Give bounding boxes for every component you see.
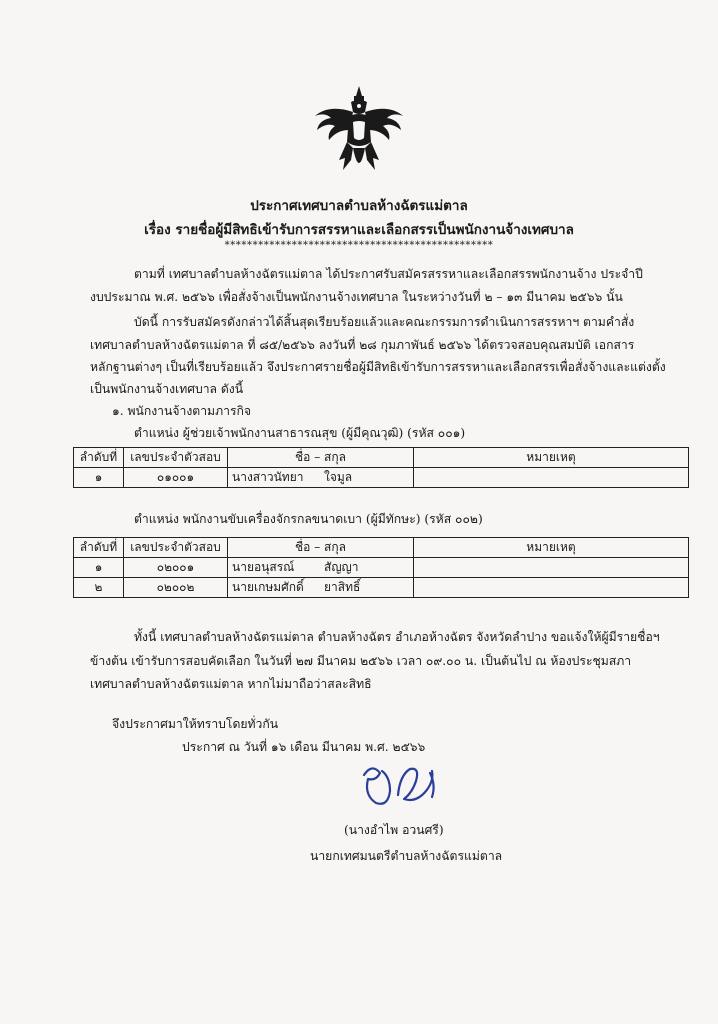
row-order: ๑ xyxy=(74,468,124,488)
column-remark: หมายเหตุ xyxy=(414,448,689,468)
table-row xyxy=(74,578,689,598)
row-remark xyxy=(414,468,689,488)
row-exam-id: ๐๒๐๐๒ xyxy=(124,578,228,598)
first-name: นายเกษมศักดิ์ xyxy=(232,580,304,594)
row-exam-id: ๐๒๐๐๑ xyxy=(124,558,228,578)
last-name: สัญญา xyxy=(324,560,359,574)
announcement-title: ประกาศเทศบาลตำบลห้างฉัตรแม่ตาล xyxy=(250,198,468,214)
last-name: ใจมูล xyxy=(324,470,353,484)
table-row xyxy=(74,558,689,578)
table-header-row xyxy=(74,448,689,468)
paragraph-3-line-1: ทั้งนี้ เทศบาลตำบลห้างฉัตรแม่ตาล ตำบลห้างฉัตร อำเภอห้างฉัตร จังหวัดลำปาง ขอแจ้งให้ผู้มีรายชื่อฯ xyxy=(134,630,660,644)
signer-name: (นางอำไพ อวนศรี) xyxy=(344,823,444,837)
column-remark: หมายเหตุ xyxy=(414,538,689,558)
row-name xyxy=(228,578,414,598)
column-order: ลำดับที่ xyxy=(74,448,124,468)
column-name: ชื่อ – สกุล xyxy=(228,538,414,558)
column-name: ชื่อ – สกุล xyxy=(228,448,414,468)
row-exam-id: ๐๑๐๐๑ xyxy=(124,468,228,488)
row-order: ๑ xyxy=(74,558,124,578)
paragraph-3-line-3: เทศบาลตำบลห้างฉัตรแม่ตาล หากไม่มาถือว่าสละสิทธิ xyxy=(90,677,372,691)
announce-line: จึงประกาศมาให้ทราบโดยทั่วกัน xyxy=(112,717,279,731)
candidates-table-1 xyxy=(73,447,689,488)
candidates-table-2 xyxy=(73,537,689,598)
paragraph-1-line-2: งบประมาณ พ.ศ. ๒๕๖๖ เพื่อสั่งจ้างเป็นพนักงานจ้างเทศบาล ในระหว่างวันที่ ๒ – ๑๓ มีนาคม ๒๕๖๖ นั้น xyxy=(90,290,623,304)
paragraph-2-line-3: หลักฐานต่างๆ เป็นที่เรียบร้อยแล้ว จึงประกาศรายชื่อผู้มีสิทธิเข้ารับการสรรหาและเลือกสรรเพื่อสั่งจ้างและแต่งตั้ง xyxy=(90,360,666,374)
first-name: นายอนุสรณ์ xyxy=(232,560,295,574)
row-order: ๒ xyxy=(74,578,124,598)
position-2-heading: ตำแหน่ง พนักงานขับเครื่องจักรกลขนาดเบา (ผู้มีทักษะ) (รหัส ๐๐๒) xyxy=(134,512,483,526)
announcement-subject: เรื่อง รายชื่อผู้มีสิทธิเข้ารับการสรรหาและเลือกสรรเป็นพนักงานจ้างเทศบาล xyxy=(144,222,574,238)
row-name xyxy=(228,558,414,578)
first-name: นางสาวนัทยา xyxy=(232,470,304,484)
paragraph-2-line-4: เป็นพนักงานจ้างเทศบาล ดังนี้ xyxy=(90,382,244,396)
paragraph-1-line-1: ตามที่ เทศบาลตำบลห้างฉัตรแม่ตาล ได้ประกาศรับสมัครสรรหาและเลือกสรรพนักงานจ้าง ประจำปี xyxy=(134,267,643,281)
signature-icon xyxy=(350,755,460,815)
column-exam-id: เลขประจำตัวสอบ xyxy=(124,538,228,558)
position-1-heading: ตำแหน่ง ผู้ช่วยเจ้าพนักงานสาธารณสุข (ผู้มีคุณวุฒิ) (รหัส ๐๐๑) xyxy=(134,426,466,440)
row-remark xyxy=(414,558,689,578)
paragraph-2-line-1: บัดนี้ การรับสมัครดังกล่าวได้สิ้นสุดเรียบร้อยแล้วและคณะกรรมการดำเนินการสรรหาฯ ตามคำสั่ง xyxy=(134,315,635,329)
announce-date: ประกาศ ณ วันที่ ๑๖ เดือน มีนาคม พ.ศ. ๒๕๖๖ xyxy=(182,740,426,754)
section-heading: ๑. พนักงานจ้างตามภารกิจ xyxy=(112,404,252,418)
table-header-row xyxy=(74,538,689,558)
row-remark xyxy=(414,578,689,598)
signer-title: นายกเทศมนตรีตำบลห้างฉัตรแม่ตาล xyxy=(310,849,503,863)
paragraph-3-line-2: ข้างต้น เข้ารับการสอบคัดเลือก ในวันที่ ๒๗ มีนาคม ๒๕๖๖ เวลา ๐๙.๐๐ น. เป็นต้นไป ณ ห้องประชุมสภา xyxy=(90,654,632,668)
last-name: ยาสิทธิ์ xyxy=(324,580,361,594)
separator-line: ************************************************ xyxy=(224,240,494,251)
table-row xyxy=(74,468,689,488)
row-name xyxy=(228,468,414,488)
column-order: ลำดับที่ xyxy=(74,538,124,558)
paragraph-2-line-2: เทศบาลตำบลห้างฉัตรแม่ตาล ที่ ๘๕/๒๕๖๖ ลงวันที่ ๒๘ กุมภาพันธ์ ๒๕๖๖ ได้ตรวจสอบคุณสมบัติ เอกสาร xyxy=(90,338,635,352)
garuda-emblem-icon xyxy=(309,82,409,182)
column-exam-id: เลขประจำตัวสอบ xyxy=(124,448,228,468)
